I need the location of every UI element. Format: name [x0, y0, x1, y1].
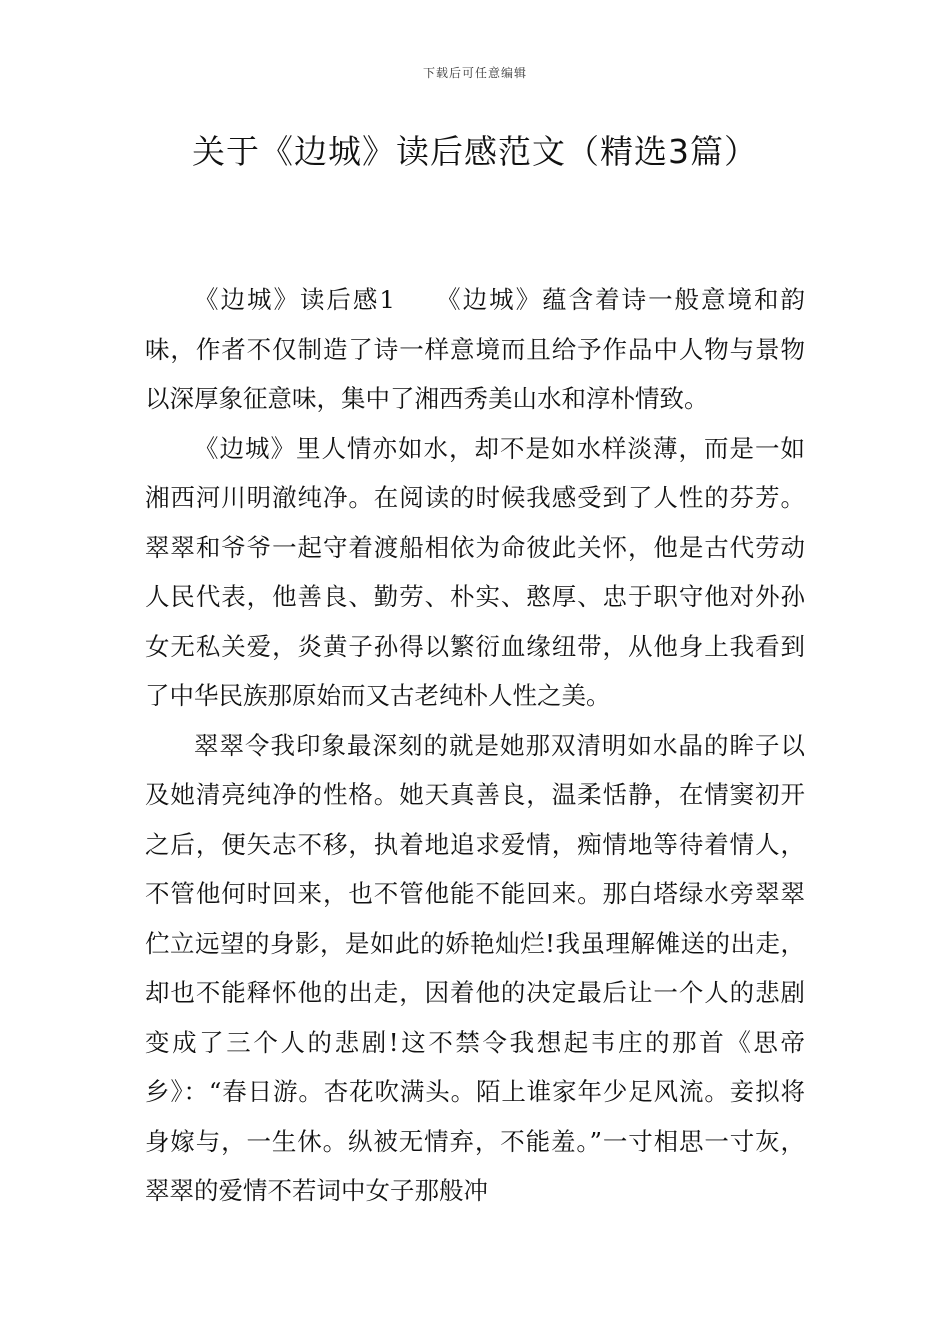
header-note: 下载后可任意编辑: [422, 66, 527, 80]
paragraph-2: 《边城》里人情亦如水，却不是如水样淡薄，而是一如湘西河川明澈纯净。在阅读的时候我感受到了人性的芬芳。翠翠和爷爷一起守着渡船相依为命彼此关怀，他是古代劳动人民代表，他善良、勤劳、朴实、憨厚、忠于职守他对外孙女无私关爱，炎黄子孙得以繁衍血缘纽带，从他身上我看到了中华民族那原始而又古老纯朴人性之美。: [145, 433, 805, 710]
paragraph-3: 翠翠令我印象最深刻的就是她那双清明如水晶的眸子以及她清亮纯净的性格。她天真善良，温柔恬静，在情窦初开之后，便矢志不移，执着地追求爱情，痴情地等待着情人，不管他何时回来，也不管他能不能回来。那白塔绿水旁翠翠伫立远望的身影，是如此的娇艳灿烂!我虽理解傩送的出走，却也不能释怀他的出走，因着他的决定最后让一个人的悲剧变成了三个人的悲剧!这不禁令我想起韦庄的那首《思帝乡》：“春日游。杏花吹满头。陌上谁家年少足风流。妾拟将身嫁与，一生休。纵被无情弃，不能羞。”一寸相思一寸灰，翠翠的爱情不若词中女子那般冲: [145, 730, 805, 1205]
paragraph-1-text: 《边城》蕴含着诗一般意境和韵味，作者不仅制造了诗一样意境而且给予作品中人物与景物以深厚象征意味，集中了湘西秀美山水和淳朴情致。: [145, 285, 805, 413]
paragraph-1: [145, 275, 805, 424]
document-body: [145, 275, 805, 1216]
section-heading: 《边城》读后感1: [194, 285, 395, 314]
page-title: 关于《边城》读后感范文（精选3篇）: [192, 132, 758, 171]
